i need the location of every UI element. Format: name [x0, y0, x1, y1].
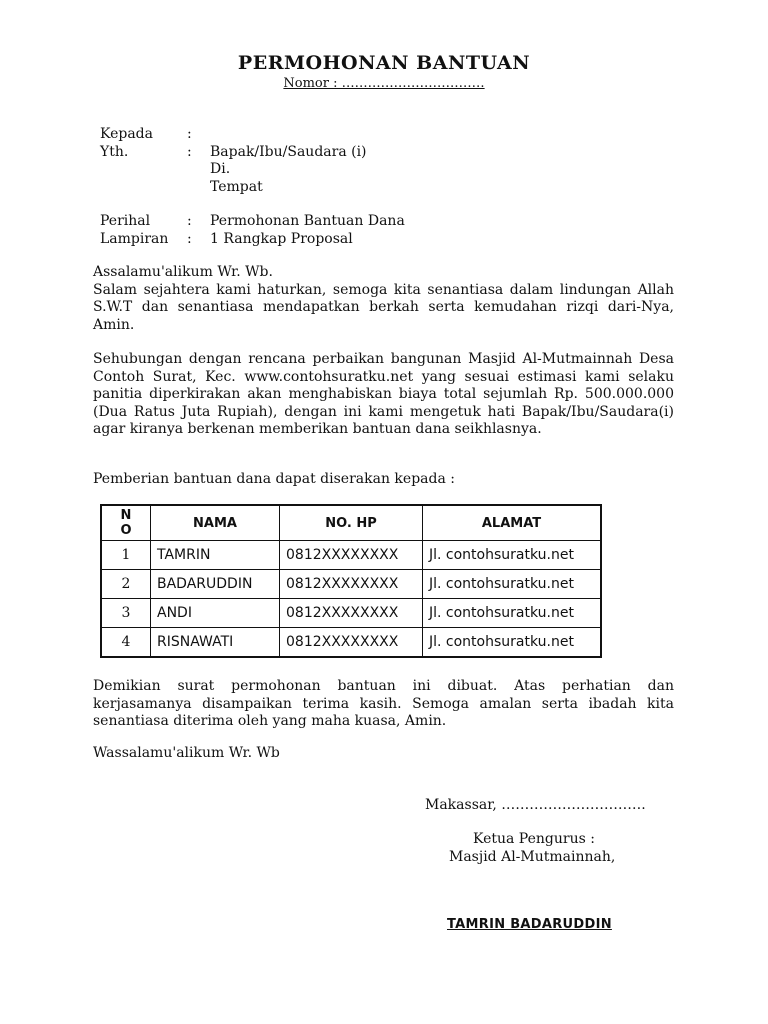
opening-text: Salam sejahtera kami haturkan, semoga kita senantiasa dalam lindungan Allah S.W.T dan senantiasa mendapatkan berkah serta kemudahan rizqi dari-Nya, Amin. — [93, 281, 674, 333]
perihal-value: Permohonan Bantuan Dana — [210, 213, 405, 229]
cell-alamat: Jl. contohsuratku.net — [423, 599, 602, 628]
table-row — [101, 541, 601, 570]
cell-no: 3 — [101, 599, 151, 628]
lampiran-label: Lampiran — [100, 230, 169, 247]
closing-paragraph — [93, 678, 674, 731]
signer-organization: Masjid Al-Mutmainnah, — [449, 849, 616, 865]
cell-hp: 0812XXXXXXXX — [280, 628, 423, 658]
cell-nama: BADARUDDIN — [151, 570, 280, 599]
separator: : — [187, 230, 192, 247]
cell-no: 4 — [101, 628, 151, 658]
cell-nama: TAMRIN — [151, 541, 280, 570]
cell-hp: 0812XXXXXXXX — [280, 570, 423, 599]
header-nama: NAMA — [151, 505, 280, 541]
opening-paragraph — [93, 264, 674, 334]
cell-no: 2 — [101, 570, 151, 599]
separator: : — [187, 143, 192, 160]
document-title: PERMOHONAN BANTUAN — [237, 52, 531, 74]
cell-hp: 0812XXXXXXXX — [280, 599, 423, 628]
main-paragraph — [93, 351, 674, 439]
cell-alamat: Jl. contohsuratku.net — [423, 628, 602, 658]
farewell — [93, 745, 674, 763]
yth-label: Yth. — [100, 143, 129, 160]
document-number — [0, 76, 768, 91]
greeting: Assalamu'alikum Wr. Wb. — [93, 264, 273, 280]
yth-line: Tempat — [210, 178, 263, 195]
closing-text: Demikian surat permohonan bantuan ini dibuat. Atas perhatian dan kerjasamanya disampaikan terima kasih. Semoga amalan serta ibadah kita senantiasa diterima oleh yang maha kuasa, Amin. — [93, 678, 674, 729]
recipient-table — [100, 504, 602, 658]
cell-nama: RISNAWATI — [151, 628, 280, 658]
yth-line: Di. — [210, 161, 231, 177]
table-header-row — [101, 505, 601, 541]
yth-line: Bapak/Ibu/Saudara (i) — [210, 143, 367, 160]
perihal-label: Perihal — [100, 213, 151, 229]
place-date: Makassar, …………………………. — [425, 797, 646, 813]
signer-name: TAMRIN BADARUDDIN — [447, 917, 612, 932]
cell-no: 1 — [101, 541, 151, 570]
header-alamat: ALAMAT — [423, 505, 602, 541]
main-text: Sehubungan dengan rencana perbaikan bangunan Masjid Al-Mutmainnah Desa Contoh Surat, Kec. www.contohsuratku.net yang sesuai estimasi kami selaku panitia diperkirakan akan menghabiskan biaya total sejumlah Rp. 500.000.000 (Dua Ratus Juta Rupiah), dengan ini kami mengetuk hati Bapak/Ibu/Saudara(i) agar kiranya berkenan memberikan bantuan dana seikhlasnya. — [93, 351, 674, 437]
cell-nama: ANDI — [151, 599, 280, 628]
farewell-text: Wassalamu'alikum Wr. Wb — [93, 745, 280, 761]
table-intro-text: Pemberian bantuan dana dapat diserakan kepada : — [93, 471, 455, 487]
table-row — [101, 570, 601, 599]
lampiran-value: 1 Rangkap Proposal — [210, 230, 353, 247]
separator: : — [187, 213, 192, 229]
cell-hp: 0812XXXXXXXX — [280, 541, 423, 570]
header-hp: NO. HP — [280, 505, 423, 541]
cell-alamat: Jl. contohsuratku.net — [423, 541, 602, 570]
table-row — [101, 628, 601, 658]
kepada-label: Kepada — [100, 126, 153, 142]
document-number-text: Nomor : …………………………… — [283, 76, 485, 91]
header-no: N O — [101, 505, 151, 541]
table-intro — [93, 471, 674, 489]
separator: : — [187, 126, 192, 142]
table-row — [101, 599, 601, 628]
signer-role: Ketua Pengurus : — [473, 831, 595, 847]
cell-alamat: Jl. contohsuratku.net — [423, 570, 602, 599]
